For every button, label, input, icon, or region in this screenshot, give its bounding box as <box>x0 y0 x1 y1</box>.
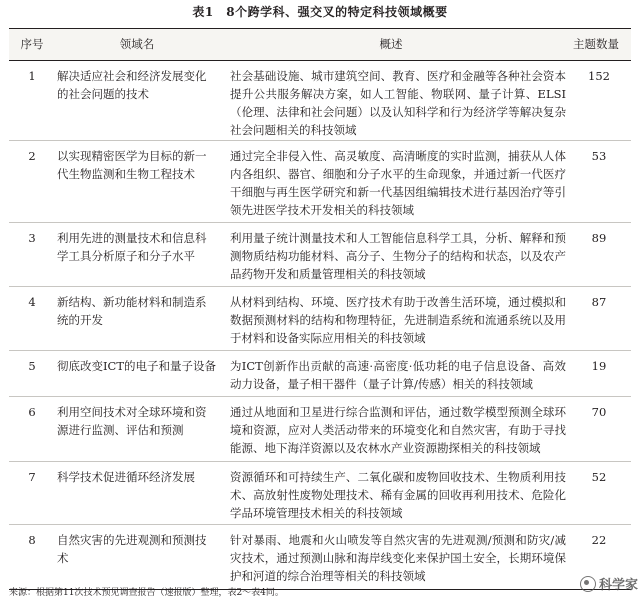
table-row <box>9 61 631 141</box>
row-count: 19 <box>591 359 607 373</box>
row-description: 针对暴雨、地震和火山喷发等自然灾害的先进观测/预测和防灾/减灾技术，通过预测山脉和海岸线变化来保护国土安全，长期环境保护和河道的综合治理等相关的科技领域 <box>230 533 566 583</box>
row-count: 87 <box>591 295 607 309</box>
row-description: 资源循环和可持续生产、二氧化碳和废物回收技术、生物质利用技术、高放射性废物处理技术、稀有金属的回收再利用技术、危险化学品环境管理技术相关的科技领域 <box>230 470 566 520</box>
row-description: 社会基础设施、城市建筑空间、教育、医疗和金融等各种社会资本提升公共服务解决方案，如人工智能、物联网、量子计算、ELSI（伦理、法律和社会问题）以及认知科学和行为经济学等解决复杂社会问题相关的科技领域 <box>230 69 566 137</box>
row-name: 利用空间技术对全球环境和资源进行监测、评估和预测 <box>57 405 207 437</box>
row-count: 53 <box>591 149 607 163</box>
header-count: 主题数量 <box>573 37 619 51</box>
row-index: 7 <box>28 470 36 484</box>
row-count: 52 <box>591 470 607 484</box>
row-name: 科学技术促进循环经济发展 <box>57 470 195 484</box>
watermark <box>580 574 638 593</box>
row-description: 为ICT创新作出贡献的高速·高密度·低功耗的电子信息设备、高效动力设备，量子相干器件（量子计算/传感）相关的科技领域 <box>230 359 566 391</box>
row-description: 通过完全非侵入性、高灵敏度、高清晰度的实时监测，捕获从人体内各组织、器官、细胞和分子水平的生命现象，并通过新一代医疗干细胞与再生医学研究和新一代基因组编辑技术进行基因治疗等引领先进医学技术开发相关的科技领域 <box>230 149 566 217</box>
row-description: 利用量子统计测量技术和人工智能信息科学工具，分析、解释和预测物质结构功能材料、高分子、生物分子的结构和状态，以及农产品药物开发和质量管理相关的科技领域 <box>230 231 566 281</box>
table-row <box>9 287 631 351</box>
wechat-logo-icon <box>580 576 596 592</box>
row-description: 从材料到结构、环境、医疗技术有助于改善生活环境，通过模拟和数据预测材料的结构和物理特征，先进制造系统和流通系统以及用于材料和设备实际应用相关的科技领域 <box>230 295 566 345</box>
row-index: 8 <box>28 533 36 547</box>
table-row <box>9 525 631 590</box>
row-index: 1 <box>28 69 36 83</box>
row-count: 152 <box>588 69 610 83</box>
row-index: 2 <box>28 149 36 163</box>
row-name: 解决适应社会和经济发展变化的社会问题的技术 <box>57 69 207 101</box>
table-row <box>9 462 631 525</box>
table-row <box>9 351 631 397</box>
row-index: 3 <box>28 231 36 245</box>
header-name: 领域名 <box>119 37 155 51</box>
header-description: 概述 <box>379 37 403 51</box>
source-note: 来源：根据第11次技术预见调查报告（速报版）整理，表2～表4同。 <box>9 588 284 598</box>
row-index: 6 <box>28 405 36 419</box>
row-description: 通过从地面和卫星进行综合监测和评估，通过数学模型预测全球环境和资源，应对人类活动带来的环境变化和自然灾害，有助于寻找能源、地下海洋资源以及农林水产业资源勘探相关的科技领域 <box>230 405 566 455</box>
row-count: 70 <box>591 405 607 419</box>
row-index: 4 <box>28 295 36 309</box>
row-index: 5 <box>28 359 36 373</box>
row-name: 利用先进的测量技术和信息科学工具分析原子和分子水平 <box>57 231 207 263</box>
watermark-text: 科学家 <box>598 578 638 593</box>
header-index: 序号 <box>20 37 44 51</box>
table-row <box>9 397 631 462</box>
row-count: 89 <box>591 231 607 245</box>
topics-table <box>9 28 631 590</box>
row-name: 自然灾害的先进观测和预测技术 <box>57 533 207 565</box>
row-count: 22 <box>591 533 607 547</box>
table-row <box>9 141 631 223</box>
row-name: 以实现精密医学为目标的新一代生物监测和生物工程技术 <box>57 149 207 181</box>
table-title: 表1 8个跨学科、强交叉的特定科技领域概要 <box>192 5 448 19</box>
table-row <box>9 223 631 287</box>
row-name: 新结构、新功能材料和制造系统的开发 <box>57 295 207 327</box>
table-header <box>9 28 631 61</box>
row-name: 彻底改变ICT的电子和量子设备 <box>57 359 217 373</box>
